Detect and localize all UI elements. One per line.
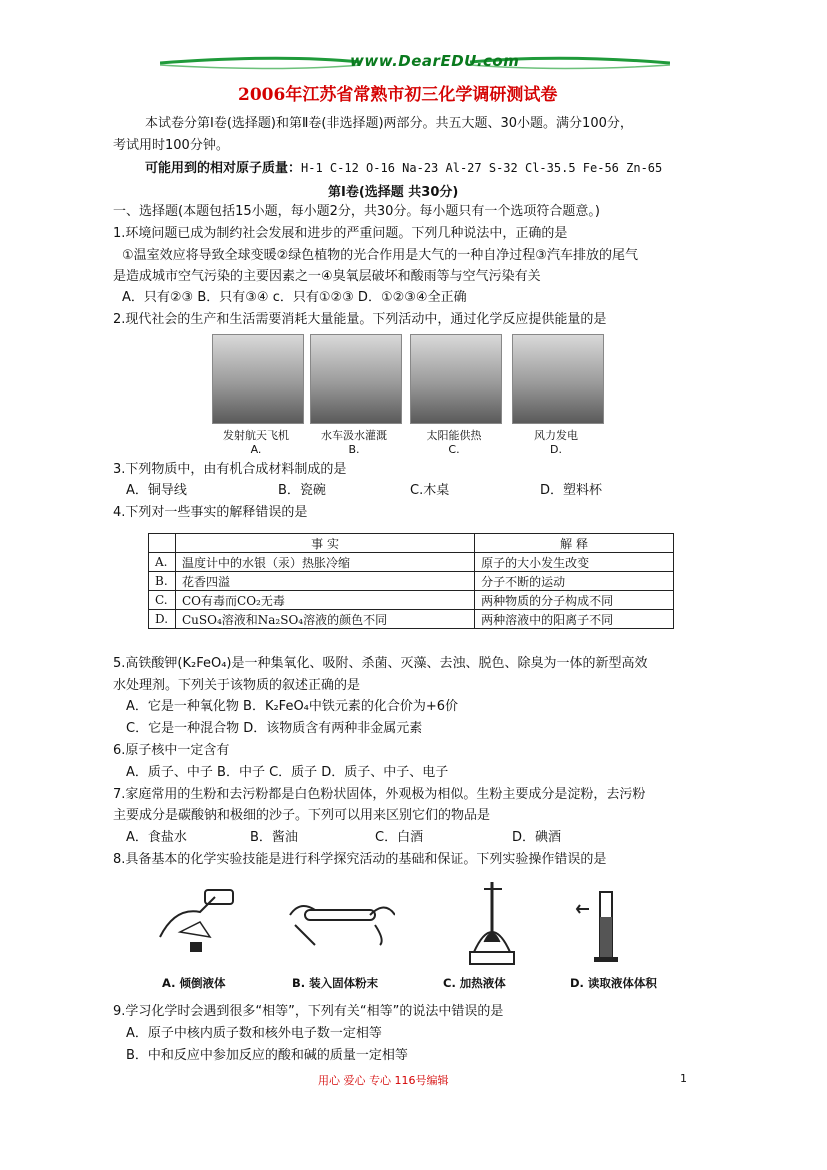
q7-option-a: A．食盐水 xyxy=(126,830,187,845)
photo-waterwheel xyxy=(310,334,402,424)
q7-stem-1: 7.家庭常用的生粉和去污粉都是白色粉状固体，外观极为相似。生粉主要成分是淀粉，去污粉 xyxy=(113,787,646,802)
q5-options-2: C．它是一种混合物 D．该物质含有两种非金属元素 xyxy=(126,721,423,736)
q3-option-a: A．铜导线 xyxy=(126,483,187,498)
caption-d: 风力发电 D. xyxy=(534,429,578,456)
read-volume-icon xyxy=(572,887,622,967)
heat-liquid-icon xyxy=(462,877,522,969)
q1-stem: 1.环境问题已成为制约社会发展和进步的严重问题。下列几种说法中，正确的是 xyxy=(113,226,568,241)
q8-caption-b: B. 装入固体粉末 xyxy=(292,976,379,990)
q2-stem: 2.现代社会的生产和生活需要消耗大量能量。下列活动中，通过化学反应提供能量的是 xyxy=(113,312,607,327)
photo-solar-heating xyxy=(410,334,502,424)
q3-option-b: B．瓷碗 xyxy=(278,483,326,498)
add-powder-icon xyxy=(285,895,395,950)
q6-stem: 6.原子核中一定含有 xyxy=(113,743,230,758)
q8-caption-d: D. 读取液体体积 xyxy=(570,976,657,990)
site-logo xyxy=(160,52,670,74)
q5-stem-2: 水处理剂。下列关于该物质的叙述正确的是 xyxy=(113,678,361,693)
q6-options: A．质子、中子 B．中子 C．质子 D．质子、中子、电子 xyxy=(126,765,449,780)
q5-stem-1: 5.高铁酸钾(K₂FeO₄)是一种集氧化、吸附、杀菌、灭藻、去浊、脱色、除臭为一体的新型高效 xyxy=(113,656,648,671)
caption-a: 发射航天飞机 A. xyxy=(223,429,289,456)
q9-option-a: A．原子中核内质子数和核外电子数一定相等 xyxy=(126,1026,382,1041)
photo-wind-power xyxy=(512,334,604,424)
q1-line2: ①温室效应将导致全球变暖②绿色植物的光合作用是大气的一种自净过程③汽车排放的尾气 xyxy=(122,248,638,263)
q8-caption-a: A. 倾倒液体 xyxy=(162,976,226,990)
footer-note: 用心 爱心 专心 116号编辑 xyxy=(318,1074,449,1087)
q9-option-b: B．中和反应中参加反应的酸和碱的质量一定相等 xyxy=(126,1048,408,1063)
page-title: 2006年江苏省常熟市初三化学调研测试卷 xyxy=(238,85,558,105)
atomic-mass-label: 可能用到的相对原子质量： xyxy=(145,161,302,176)
caption-c: 太阳能供热 C. xyxy=(426,429,482,456)
header-fact: 事 实 xyxy=(176,534,475,553)
q7-option-d: D．碘酒 xyxy=(512,830,562,845)
pour-liquid-icon xyxy=(150,882,250,962)
q7-option-c: C．白酒 xyxy=(375,830,424,845)
q7-stem-2: 主要成分是碳酸钠和极细的沙子。下列可以用来区别它们的物品是 xyxy=(113,808,491,823)
intro-line-1: 本试卷分第Ⅰ卷(选择题)和第Ⅱ卷(非选择题)两部分。共五大题、30小题。满分100分， xyxy=(145,116,633,131)
page-number: 1 xyxy=(680,1072,687,1085)
atomic-mass-values: H-1 C-12 O-16 Na-23 Al-27 S-32 Cl-35.5 Fe-56 Zn-65 xyxy=(301,161,663,175)
q3-option-c: C.木桌 xyxy=(410,483,450,498)
facts-table xyxy=(148,533,674,629)
q4-stem: 4.下列对一些事实的解释错误的是 xyxy=(113,505,308,520)
header-explain: 解 释 xyxy=(475,534,674,553)
q9-stem: 9.学习化学时会遇到很多“相等”，下列有关“相等”的说法中错误的是 xyxy=(113,1004,504,1019)
q7-option-b: B．酱油 xyxy=(250,830,298,845)
table-row: C. CO有毒而CO₂无毒 两种物质的分子构成不同 xyxy=(149,591,674,610)
photo-space-shuttle xyxy=(212,334,304,424)
intro-line-2: 考试用时100分钟。 xyxy=(113,138,229,153)
atomic-mass-line xyxy=(145,159,662,178)
q8-stem: 8.具备基本的化学实验技能是进行科学探究活动的基础和保证。下列实验操作错误的是 xyxy=(113,852,607,867)
site-url[interactable]: www.DearEDU.com xyxy=(350,52,520,70)
table-row: D. CuSO₄溶液和Na₂SO₄溶液的颜色不同 两种溶液中的阳离子不同 xyxy=(149,610,674,629)
q5-options-1: A．它是一种氧化物 B．K₂FeO₄中铁元素的化合价为+6价 xyxy=(126,699,459,714)
q1-options: A．只有②③ B．只有③④ c．只有①②③ D．①②③④全正确 xyxy=(122,290,467,305)
section1-heading: 一、选择题(本题包括15小题，每小题2分，共30分。每小题只有一个选项符合题意。) xyxy=(113,204,600,219)
part1-title: 第Ⅰ卷(选择题 共30分) xyxy=(328,185,459,200)
q8-caption-c: C. 加热液体 xyxy=(443,976,506,990)
caption-b: 水车汲水灌溉 B. xyxy=(321,429,387,456)
table-row: A. 温度计中的水银（汞）热胀冷缩 原子的大小发生改变 xyxy=(149,553,674,572)
q3-option-d: D．塑料杯 xyxy=(540,483,603,498)
table-header-row xyxy=(149,534,674,553)
table-row: B. 花香四溢 分子不断的运动 xyxy=(149,572,674,591)
q1-line3: 是造成城市空气污染的主要因素之一④臭氧层破坏和酸雨等与空气污染有关 xyxy=(113,269,541,284)
q3-stem: 3.下列物质中，由有机合成材料制成的是 xyxy=(113,462,347,477)
